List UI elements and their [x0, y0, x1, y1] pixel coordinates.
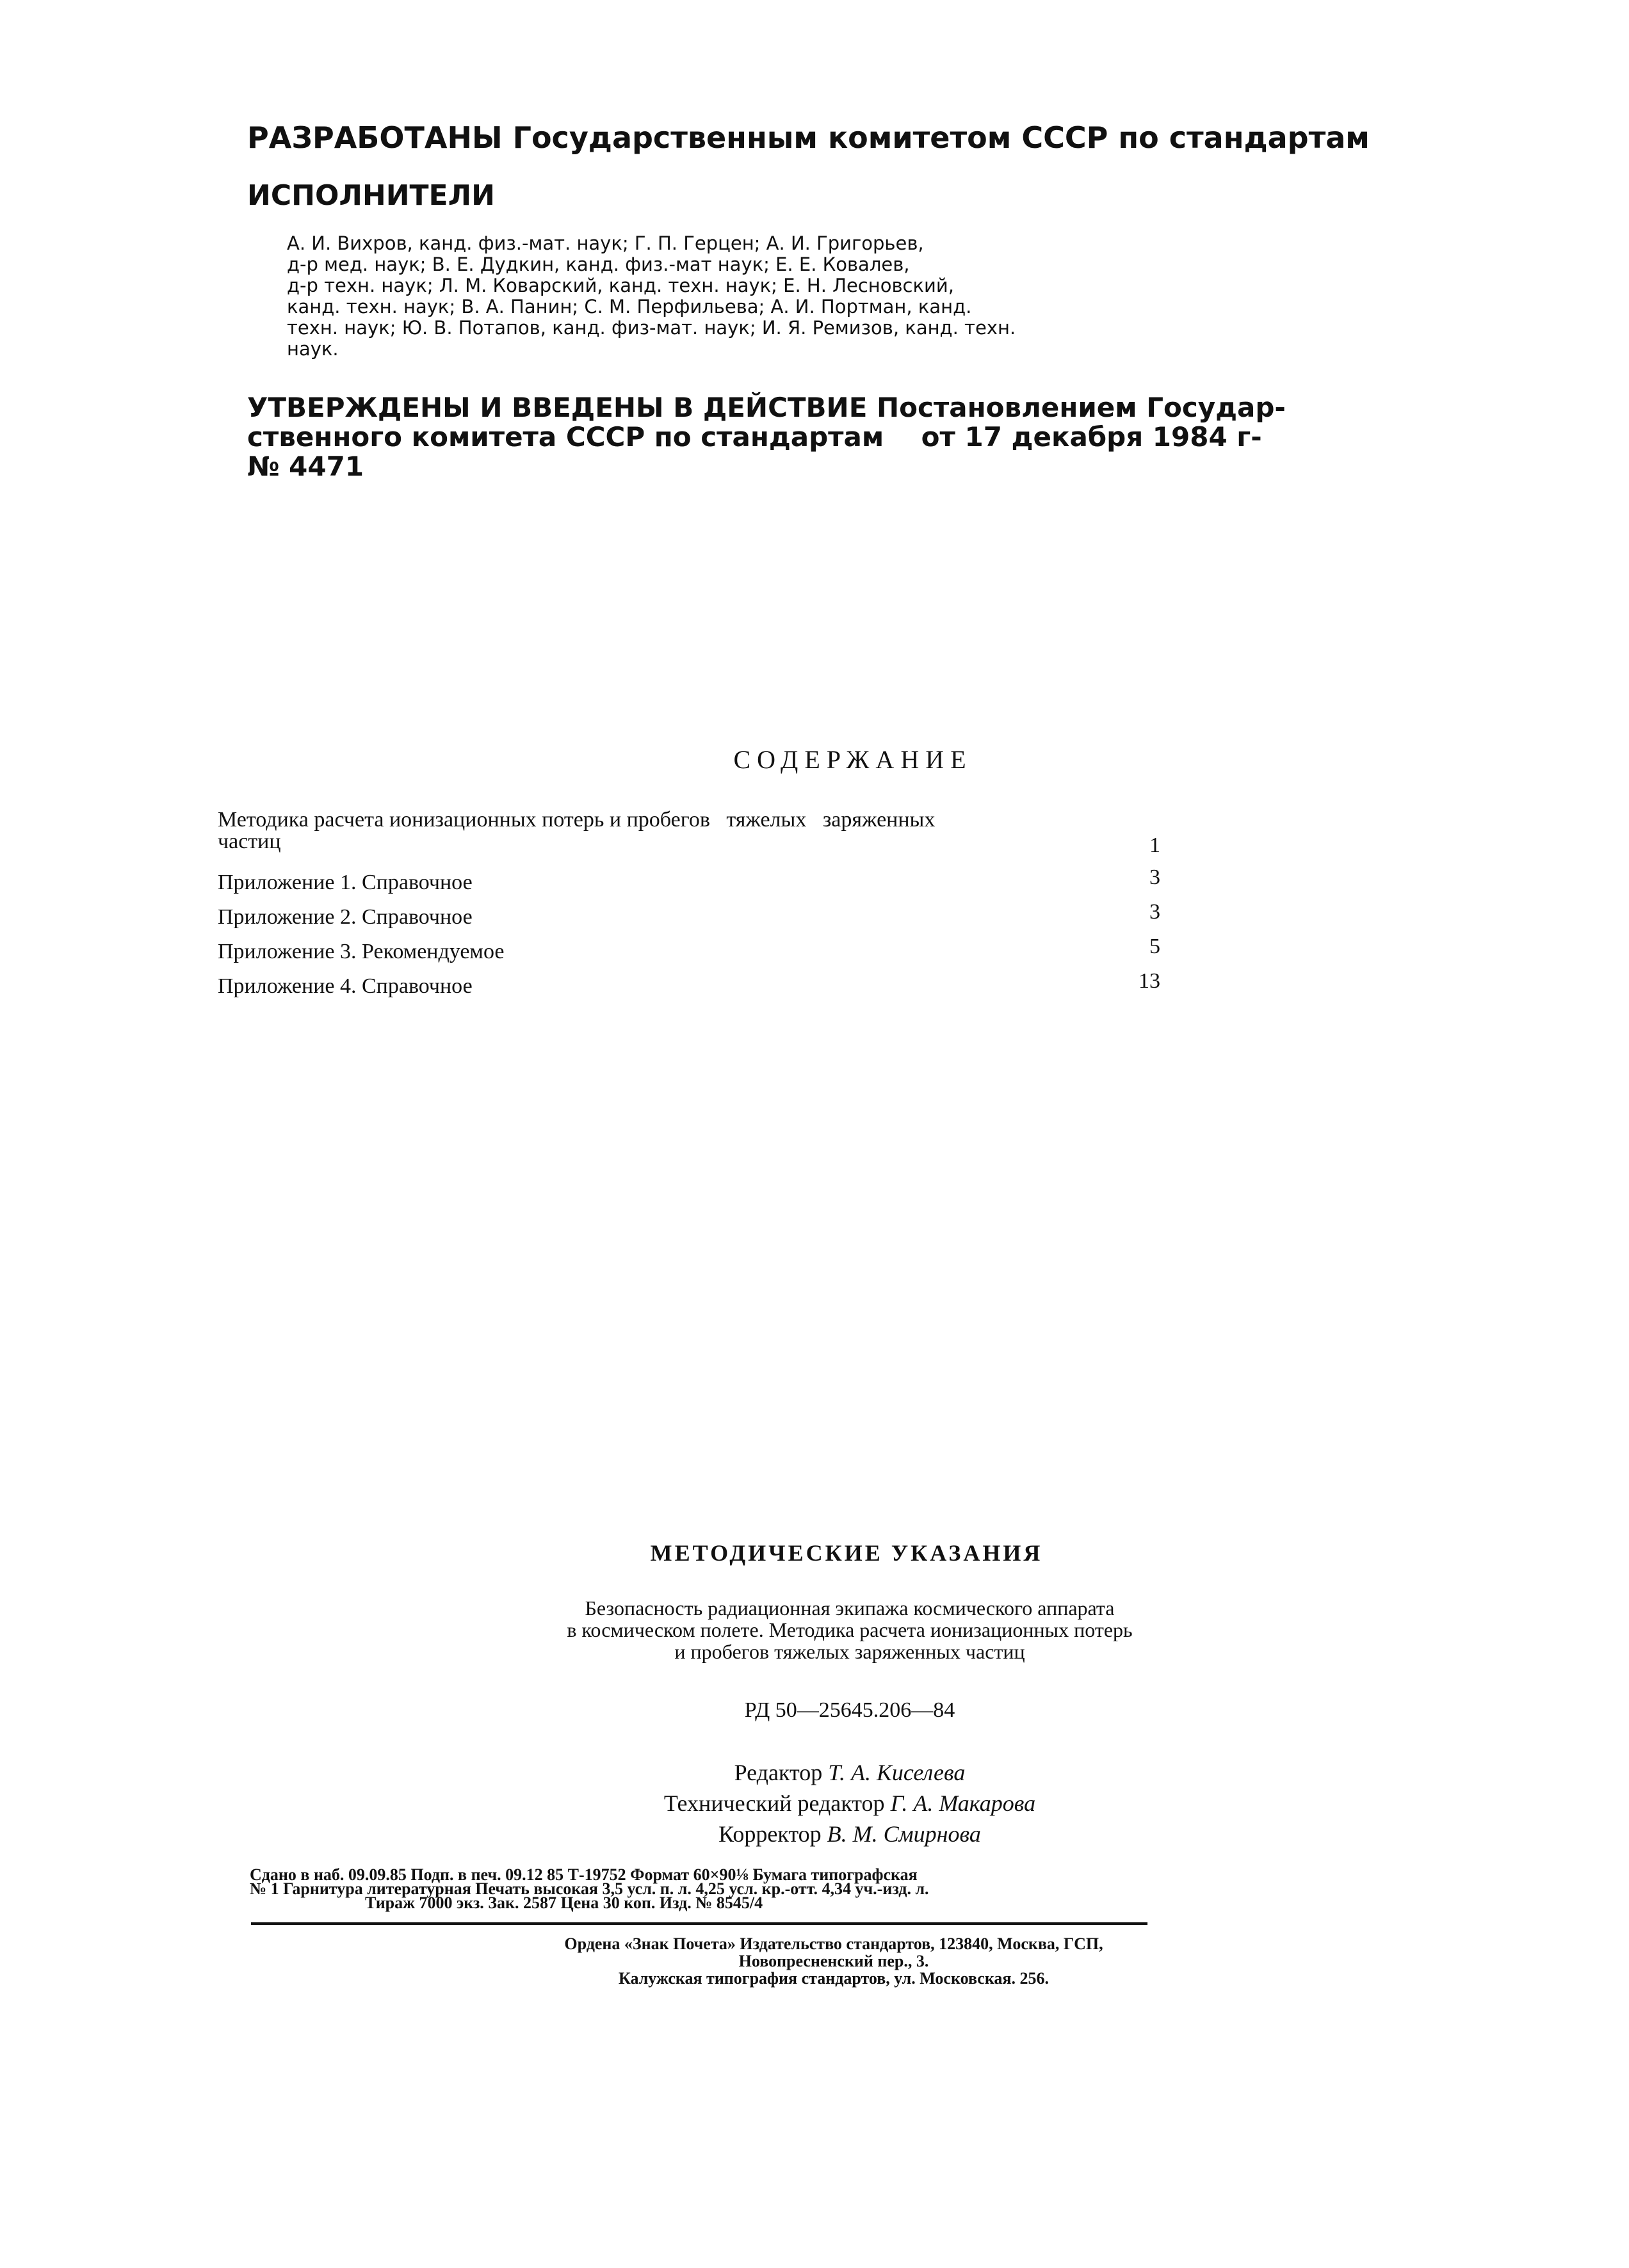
executors-heading: ИСПОЛНИТЕЛИ — [247, 179, 495, 212]
imprint-line: Тираж 7000 экз. Зак. 2587 Цена 30 коп. Изд. № 8545/4 — [365, 1894, 763, 1912]
toc-item-label-continued: частиц — [218, 830, 281, 853]
proofreader-role: Корректор — [718, 1821, 822, 1847]
executors-line: наук. — [287, 338, 339, 360]
divider — [251, 1922, 1147, 1925]
approved-line1: Постановлением Государ- — [877, 392, 1286, 423]
toc-item-label: Приложение 1. Справочное — [218, 871, 473, 894]
guidelines-description — [0, 1597, 1629, 1662]
executors-line: канд. техн. наук; В. А. Панин; С. М. Перфильева; А. И. Портман, канд. — [287, 296, 972, 318]
toc-title: СОДЕРЖАНИЕ — [733, 745, 973, 774]
toc-item — [218, 809, 1160, 860]
publisher-info — [0, 1935, 1629, 1987]
developed-text: Государственным комитетом СССР по стандартам — [512, 120, 1370, 155]
executors-line: д-р мед. наук; В. Е. Дудкин, канд. физ.-мат наук; Е. Е. Ковалев, — [287, 253, 910, 275]
executors-line: техн. наук; Ю. В. Потапов, канд. физ-мат. наук; И. Я. Ремизов, канд. техн. — [287, 317, 1016, 339]
editor-role: Редактор — [734, 1760, 823, 1785]
document-code: РД 50—25645.206—84 — [744, 1698, 955, 1722]
developed-statement — [247, 120, 1370, 155]
proofreader-name: В. М. Смирнова — [827, 1821, 981, 1847]
guidelines-title: МЕТОДИЧЕСКИЕ УКАЗАНИЯ — [650, 1540, 1043, 1566]
approved-line3: № 4471 — [247, 451, 364, 482]
imprint-line: № 1 Гарнитура литературная Печать высокая 3,5 усл. п. л. 4,25 усл. кр.-отт. 4,34 уч.-изд. л. — [250, 1879, 929, 1898]
tech-editor-role: Технический редактор — [663, 1790, 885, 1816]
print-imprint — [250, 1865, 929, 1912]
guidelines-description-line: и пробегов тяжелых заряженных частиц — [674, 1640, 1025, 1663]
editor-name: Т. А. Киселева — [828, 1760, 966, 1785]
toc-item-page: 13 — [1139, 969, 1160, 993]
publisher-line: Калужская типография стандартов, ул. Московская. 256. — [618, 1969, 1049, 1988]
executors-line: А. И. Вихров, канд. физ.-мат. наук; Г. П. Герцен; А. И. Григорьев, — [287, 232, 924, 254]
toc-item-label: Приложение 3. Рекомендуемое — [218, 940, 505, 963]
toc-item-label: Приложение 4. Справочное — [218, 974, 473, 998]
toc-item-label: Методика расчета ионизационных потерь и пробегов тяжелых заряженных — [218, 808, 936, 832]
imprint-line: Сдано в наб. 09.09.85 Подп. в печ. 09.12 85 Т-19752 Формат 60×90⅛ Бумага типографская — [250, 1865, 918, 1884]
guidelines-description-line: Безопасность радиационная экипажа космического аппарата — [585, 1596, 1115, 1620]
approved-statement — [247, 393, 1286, 481]
guidelines-description-line: в космическом полете. Методика расчета ионизационных потерь — [567, 1618, 1133, 1641]
publisher-line: Ордена «Знак Почета» Издательство стандартов, 123840, Москва, ГСП, — [564, 1934, 1103, 1953]
toc-item-page: 3 — [1149, 865, 1160, 889]
toc-item-page: 3 — [1149, 900, 1160, 924]
toc-item-label: Приложение 2. Справочное — [218, 905, 473, 929]
approved-label: УТВЕРЖДЕНЫ И ВВЕДЕНЫ В ДЕЙСТВИЕ — [247, 392, 868, 423]
editorial-staff — [0, 1757, 1629, 1849]
toc-item-page: 1 — [1149, 833, 1160, 857]
executors-line: д-р техн. наук; Л. М. Коварский, канд. техн. наук; Е. Н. Лесновский, — [287, 275, 954, 296]
executors-list — [287, 233, 1158, 360]
toc-item-page: 5 — [1149, 935, 1160, 958]
developed-label: РАЗРАБОТАНЫ — [247, 120, 503, 155]
approved-line2: ственного комитета СССР по стандартам от 17 декабря 1984 г- — [247, 421, 1262, 453]
tech-editor-name: Г. А. Макарова — [890, 1790, 1036, 1816]
publisher-line: Новопресненский пер., 3. — [738, 1952, 929, 1970]
